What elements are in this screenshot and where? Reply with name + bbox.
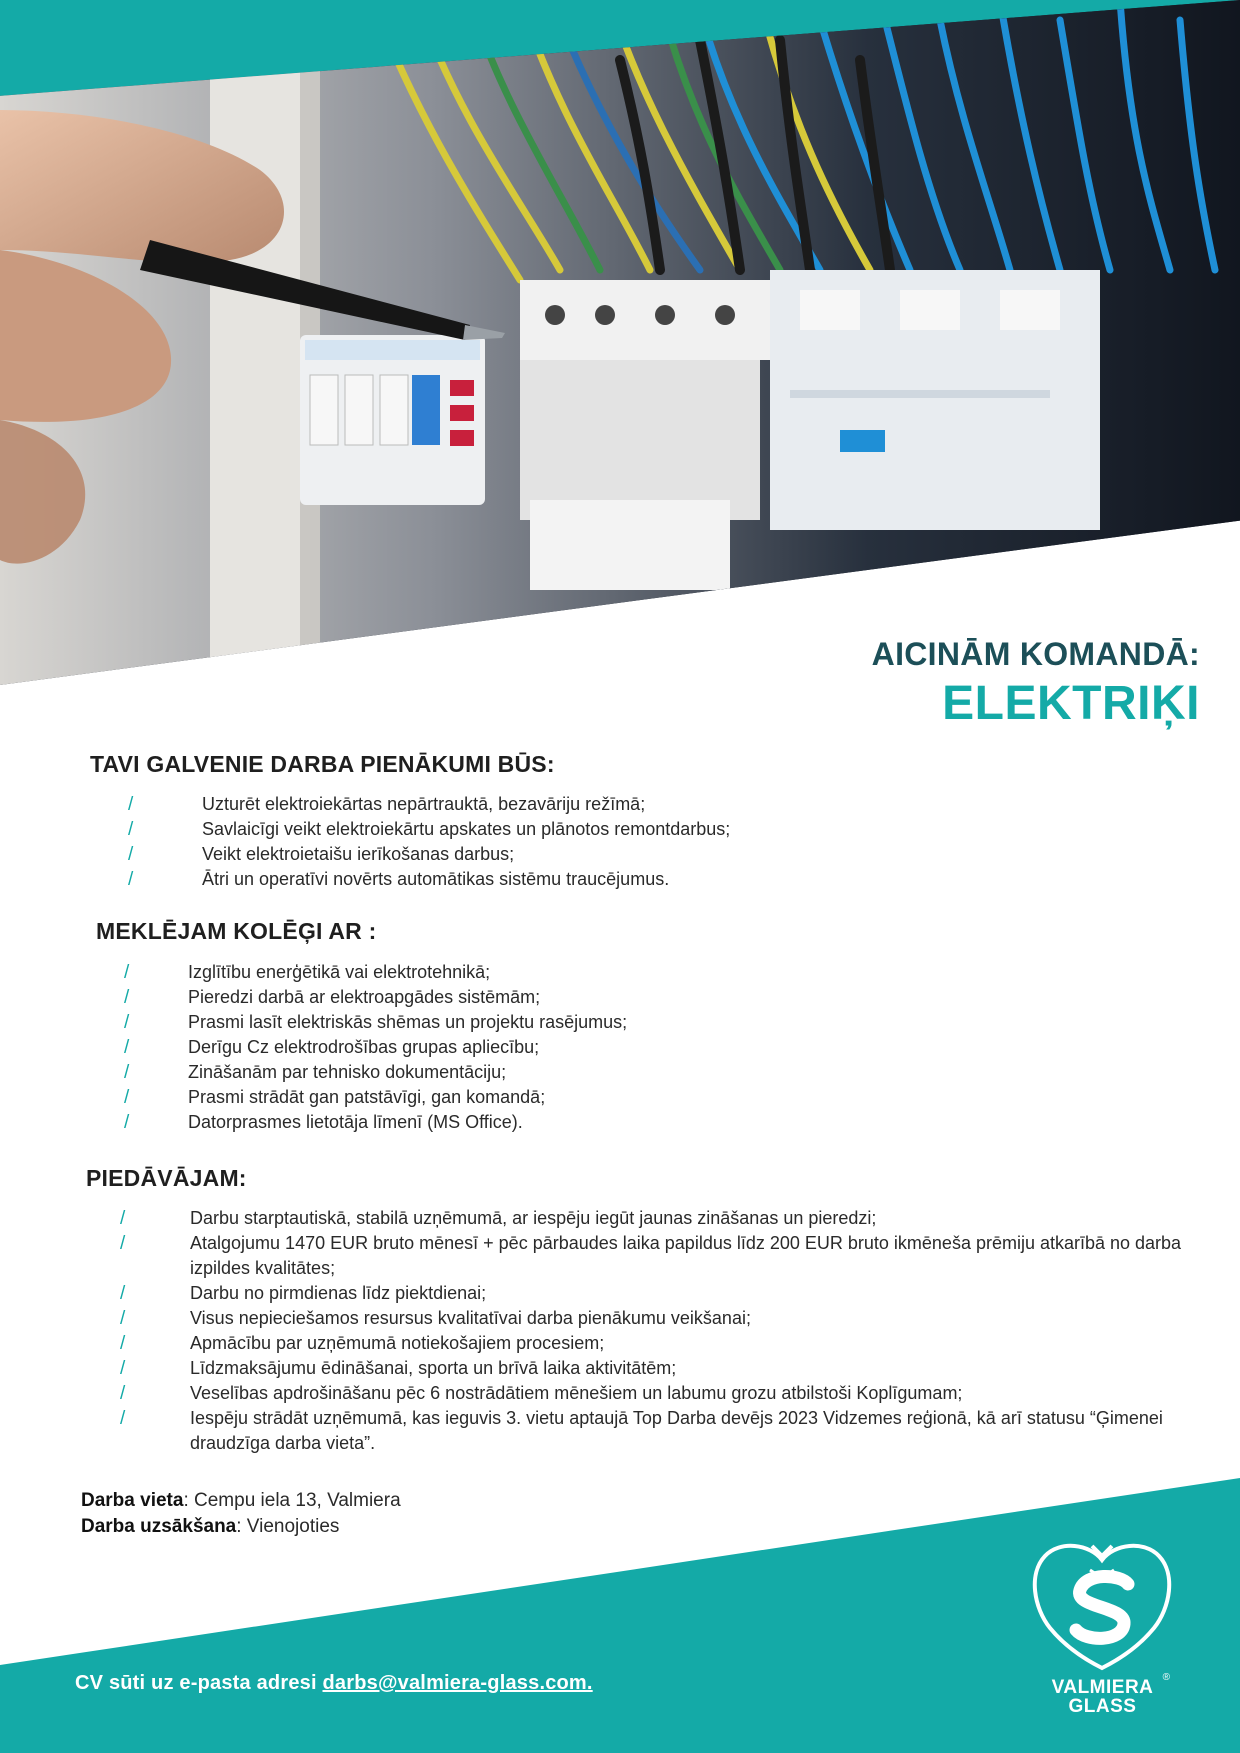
list-item: / Darbu no pirmdienas līdz piektdienai; <box>120 1283 487 1304</box>
valmiera-glass-heart-icon <box>1030 1538 1175 1673</box>
cv-instruction <box>75 1672 593 1695</box>
requirements-section <box>96 918 627 1135</box>
slash-bullet-icon: / <box>124 962 130 983</box>
slash-bullet-icon: / <box>120 1333 126 1354</box>
email-link[interactable]: darbs@valmiera-glass.com. <box>322 1672 593 1694</box>
start-date-value: : Vienojoties <box>236 1516 340 1537</box>
slash-bullet-icon: / <box>124 1012 130 1033</box>
list-item: / Veselības apdrošināšanu pēc 6 nostrādātiem mēnešiem un labumu grozu atbilstoši Koplīgumam; <box>120 1383 963 1404</box>
list-item: / Savlaicīgi veikt elektroiekārtu apskates un plānotos remontdarbus; <box>128 819 731 840</box>
work-location-label: Darba vieta <box>81 1490 184 1511</box>
header-photo <box>0 0 1240 685</box>
slash-bullet-icon: / <box>124 987 130 1008</box>
slash-bullet-icon: / <box>120 1383 126 1404</box>
list-item: / Datorprasmes lietotāja līmenī (MS Office). <box>124 1112 523 1133</box>
start-date-label: Darba uzsākšana <box>81 1516 237 1537</box>
slash-bullet-icon: / <box>120 1208 126 1229</box>
requirements-heading: MEKLĒJAM KOLĒĢI AR : <box>96 918 377 944</box>
slash-bullet-icon: / <box>124 1087 130 1108</box>
registered-mark: ® <box>1162 1672 1170 1683</box>
valmiera-glass-logo <box>1030 1538 1175 1717</box>
requirements-list <box>96 960 627 1135</box>
logo-wordmark: VALMIERA GLASS <box>1051 1677 1154 1717</box>
work-location-value: : Cempu iela 13, Valmiera <box>183 1490 401 1511</box>
list-item: / Visus nepieciešamos resursus kvalitatīvai darba pienākumu veikšanai; <box>120 1308 751 1329</box>
offer-section <box>86 1165 1206 1456</box>
list-item: / Zināšanām par tehnisko dokumentāciju; <box>124 1062 507 1083</box>
list-item: / Iespēju strādāt uzņēmumā, kas ieguvis 3. vietu aptaujā Top Darba devējs 2023 Vidzemes reģionā, kā arī statusu “Ģimenei draudzīga darba vieta”. <box>120 1408 1163 1453</box>
job-info <box>81 1488 401 1540</box>
slash-bullet-icon: / <box>124 1037 130 1058</box>
slash-bullet-icon: / <box>128 844 134 865</box>
slash-bullet-icon: / <box>120 1233 126 1254</box>
slash-bullet-icon: / <box>128 869 134 890</box>
slash-bullet-icon: / <box>128 794 134 815</box>
slash-bullet-icon: / <box>120 1358 126 1379</box>
start-date <box>81 1514 401 1540</box>
list-item: / Pieredzi darbā ar elektroapgādes sistēmām; <box>124 987 541 1008</box>
duties-section <box>90 751 730 892</box>
slash-bullet-icon: / <box>120 1308 126 1329</box>
list-item: / Prasmi lasīt elektriskās shēmas un projektu rasējumus; <box>124 1012 628 1033</box>
slash-bullet-icon: / <box>124 1062 130 1083</box>
duties-heading: TAVI GALVENIE DARBA PIENĀKUMI BŪS: <box>90 751 555 777</box>
slash-bullet-icon: / <box>128 819 134 840</box>
electrician-photo-illustration <box>0 0 1240 685</box>
duties-list <box>90 792 730 892</box>
list-item: / Darbu starptautiskā, stabilā uzņēmumā, ar iespēju iegūt jaunas zināšanas un pieredzi; <box>120 1208 877 1229</box>
list-item: / Atalgojumu 1470 EUR bruto mēnesī + pēc pārbaudes laika papildus līdz 200 EUR bruto ikmēneša prēmiju atkarībā no darba izpildes kvalitātes; <box>120 1233 1182 1278</box>
list-item: / Derīgu Cz elektrodrošības grupas apliecību; <box>124 1037 540 1058</box>
slash-bullet-icon: / <box>120 1408 126 1429</box>
offer-list <box>86 1206 1206 1456</box>
work-location <box>81 1488 401 1514</box>
slash-bullet-icon: / <box>124 1112 130 1133</box>
list-item: / Prasmi strādāt gan patstāvīgi, gan komandā; <box>124 1087 546 1108</box>
list-item: / Veikt elektroietaišu ierīkošanas darbus; <box>128 844 515 865</box>
title-position: ELEKTRIĶI <box>942 677 1200 730</box>
list-item: / Uzturēt elektroiekārtas nepārtrauktā, bezavāriju režīmā; <box>128 794 646 815</box>
offer-heading: PIEDĀVĀJAM: <box>86 1165 247 1191</box>
cv-text: CV sūti uz e-pasta adresi <box>75 1672 323 1694</box>
list-item: / Ātri un operatīvi novērts automātikas sistēmu traucējumus. <box>128 869 670 890</box>
slash-bullet-icon: / <box>120 1283 126 1304</box>
list-item: / Apmācību par uzņēmumā notiekošajiem procesiem; <box>120 1333 605 1354</box>
title-invite: AICINĀM KOMANDĀ: <box>871 636 1200 672</box>
list-item: / Izglītību enerģētikā vai elektrotehnikā; <box>124 962 491 983</box>
list-item: / Līdzmaksājumu ēdināšanai, sporta un brīvā laika aktivitātēm; <box>120 1358 677 1379</box>
